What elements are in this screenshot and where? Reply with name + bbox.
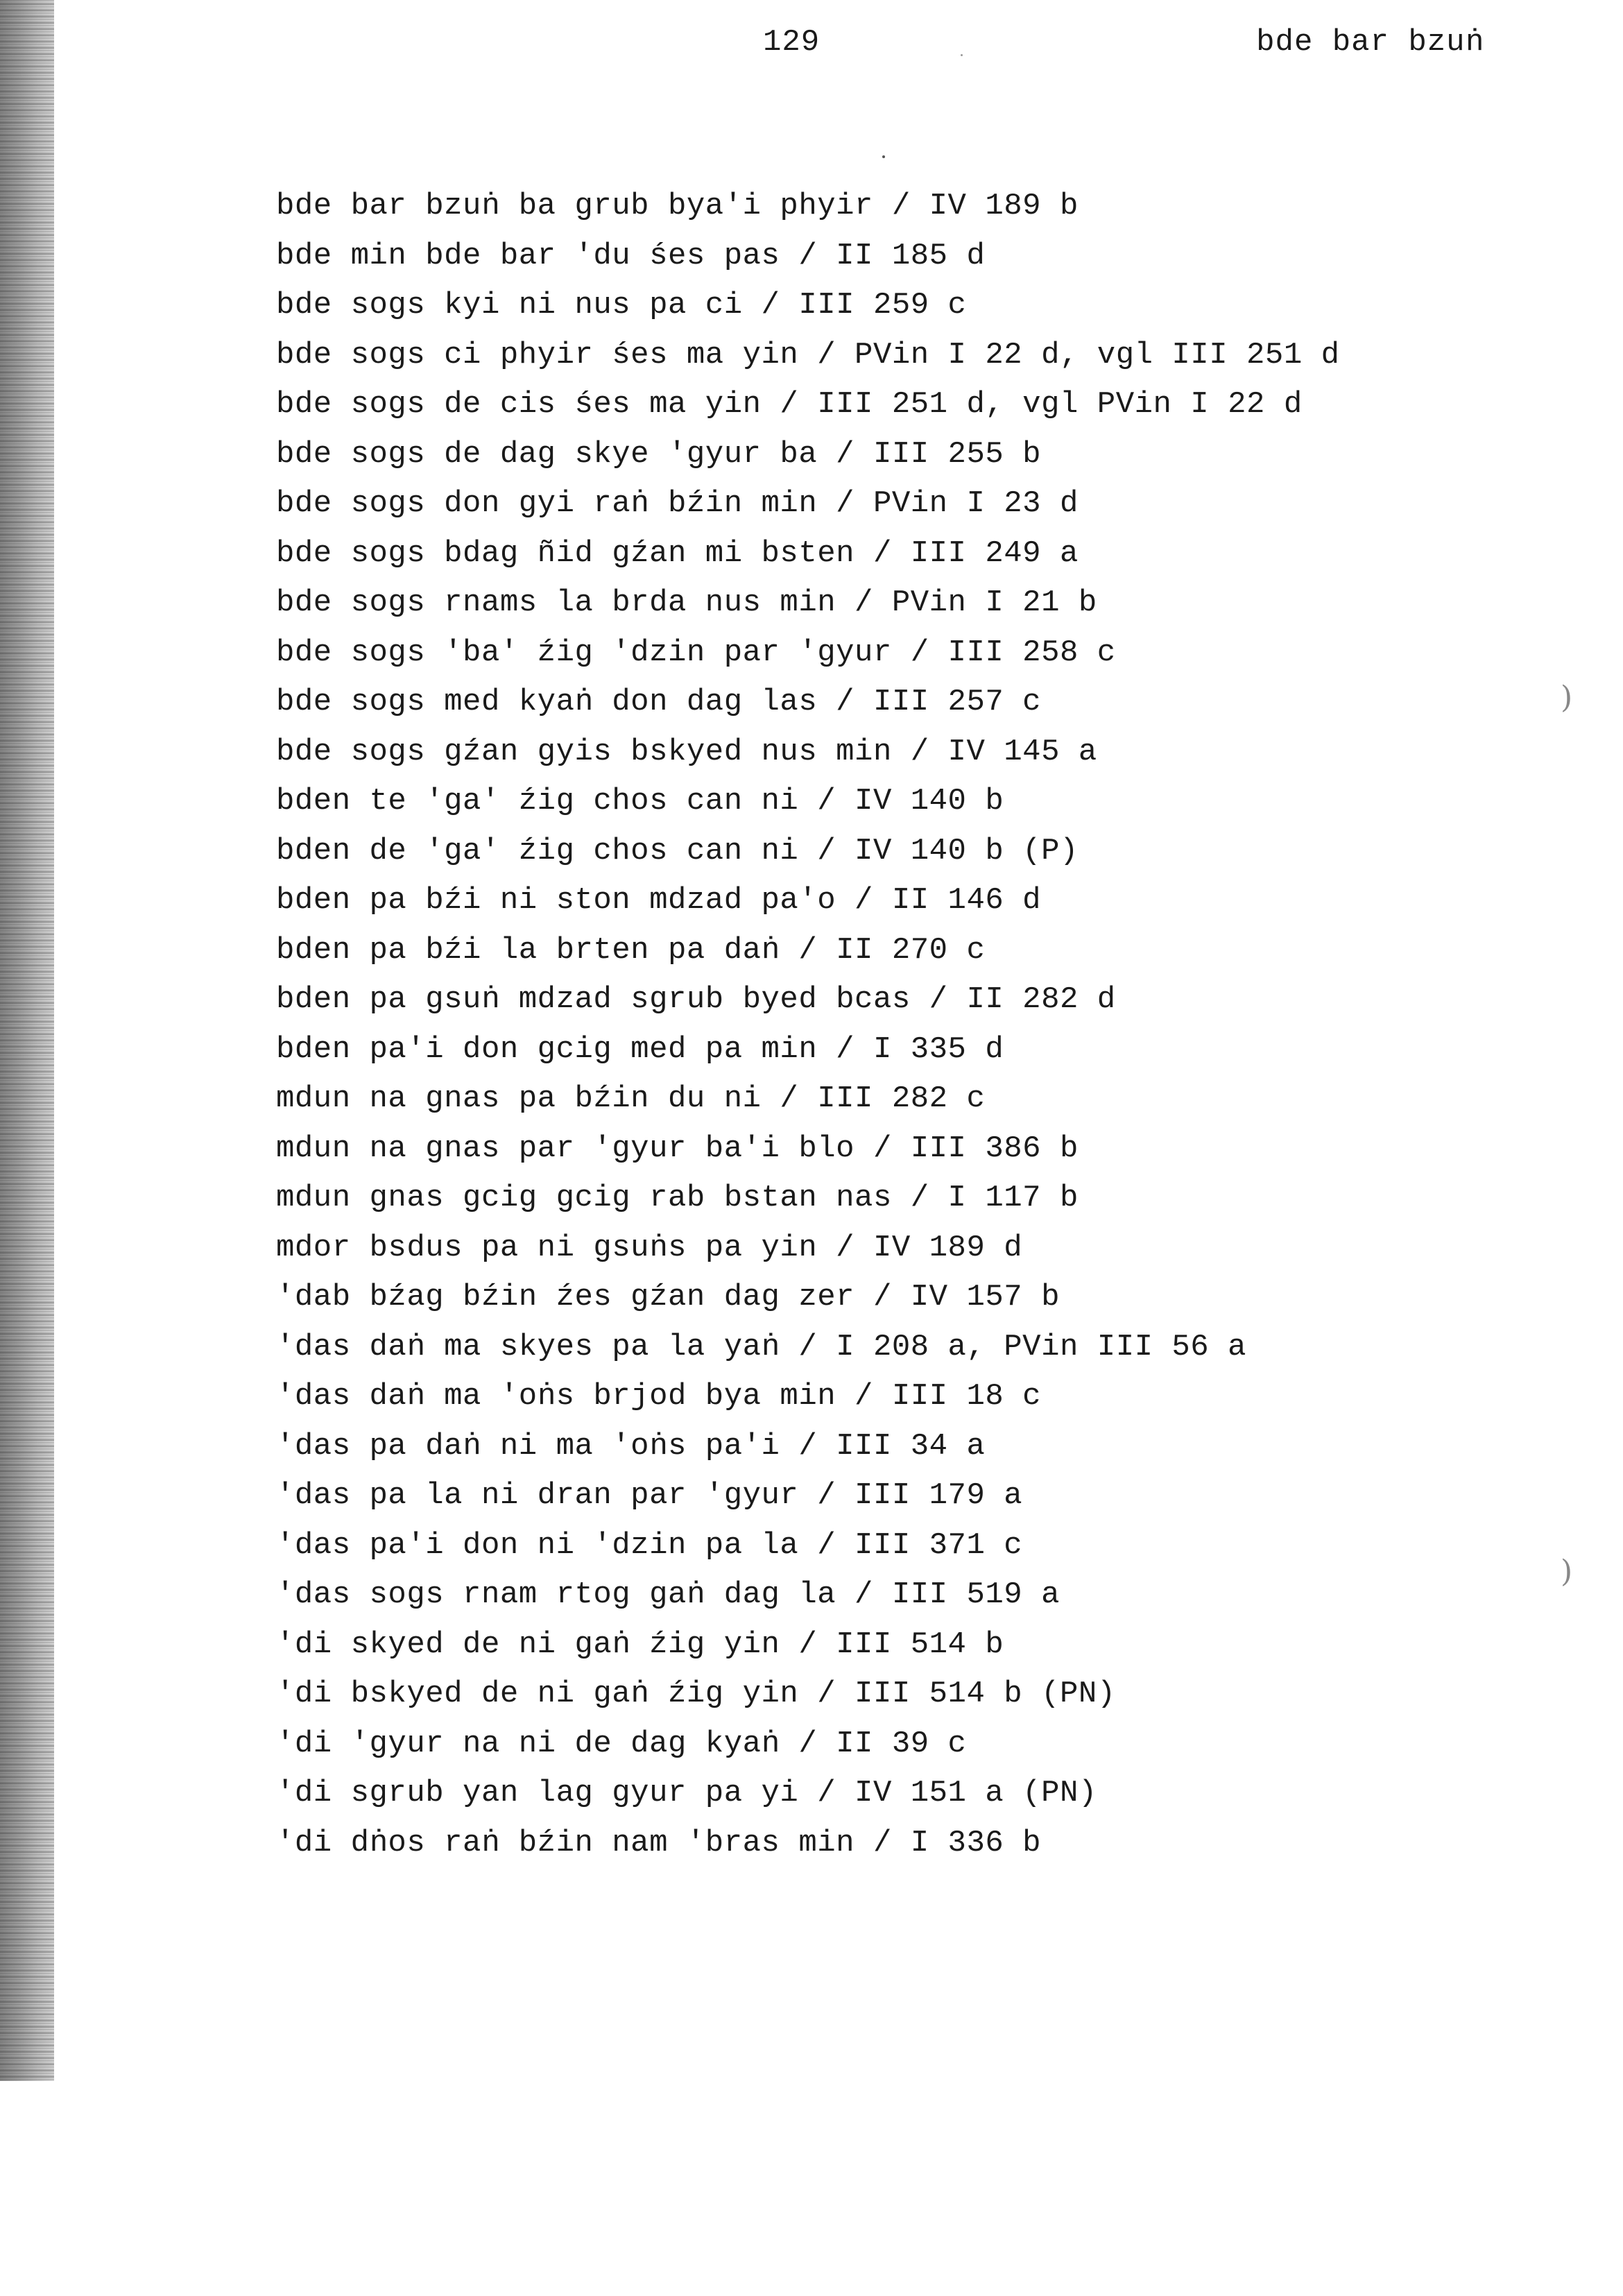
index-entry: bden de 'ga' źig chos can ni / IV 140 b (P) [276,833,1079,868]
index-entry: bde min bde bar 'du śes pas / II 185 d [276,238,986,273]
index-entry: 'das daṅ ma skyes pa la yaṅ / I 208 a, PVin III 56 a [276,1329,1247,1364]
page-number: 129 [763,25,821,60]
index-entry: 'das sogs rnam rtog gaṅ dag la / III 519 a [276,1577,1060,1612]
index-entry: 'di dṅos raṅ bźin nam 'bras min / I 336 b [276,1825,1042,1860]
index-entry: 'das pa'i don ni 'dzin pa la / III 371 c [276,1527,1023,1563]
index-entry: bde sogs de dag skye 'gyur ba / III 255 b [276,436,1042,472]
running-head: bde bar bzuṅ [1256,25,1484,60]
index-entry: 'di 'gyur na ni de dag kyaṅ / II 39 c [276,1726,967,1761]
index-entry: mdun na gnas pa bźin du ni / III 282 c [276,1081,986,1116]
index-entry: bde sogs rnams la brda nus min / PVin I 21 b [276,585,1097,620]
index-entry: mdun na gnas par 'gyur ba'i blo / III 386 b [276,1131,1079,1166]
index-entry: bde bar bzuṅ ba grub bya'i phyir / IV 189 b [276,189,1079,223]
index-entry: 'di skyed de ni gaṅ źig yin / III 514 b [276,1627,1004,1662]
index-entry: bden pa bźi la brten pa daṅ / II 270 c [276,932,986,968]
index-entry: mdun gnas gcig gcig rab bstan nas / I 117 b [276,1181,1079,1215]
index-entry: 'dab bźag bźin źes gźan dag zer / IV 157 b [276,1280,1060,1314]
index-entry: bden pa'i don gcig med pa min / I 335 d [276,1031,1004,1067]
index-entry: bde sogs med kyaṅ don dag las / III 257 c [276,685,1042,719]
scan-speck [882,155,885,158]
margin-bracket-mark: ) [1561,1554,1573,1589]
index-entry: 'das pa la ni dran par 'gyur / III 179 a [276,1478,1023,1513]
verse-index-list [276,182,1568,1868]
index-entry: bde sogs don gyi raṅ bźin min / PVin I 23 d [276,486,1079,521]
index-entry: bde sogs de cis śes ma yin / III 251 d, vgl PVin I 22 d [276,387,1303,422]
index-entry: bden te 'ga' źig chos can ni / IV 140 b [276,784,1004,819]
index-entry: bden pa gsuṅ mdzad sgrub byed bcas / II 282 d [276,982,1116,1017]
index-entry: bde sogs kyi ni nus pa ci / III 259 c [276,288,967,323]
margin-bracket-mark: ) [1561,680,1573,715]
index-entry: 'di bskyed de ni gaṅ źig yin / III 514 b (PN) [276,1677,1116,1711]
index-entry: mdor bsdus pa ni gsuṅs pa yin / IV 189 d [276,1230,1023,1265]
index-entry: bde sogs ci phyir śes ma yin / PVin I 22 d, vgl III 251 d [276,337,1340,372]
index-entry: bde sogs bdag ñid gźan mi bsten / III 249 a [276,536,1079,571]
index-entry: bde sogs gźan gyis bskyed nus min / IV 145 a [276,734,1097,769]
index-entry: bde sogs 'ba' źig 'dzin par 'gyur / III 258 c [276,635,1116,670]
index-entry: bden pa bźi ni ston mdzad pa'o / II 146 d [276,883,1042,918]
index-entry: 'das pa daṅ ni ma 'oṅs pa'i / III 34 a [276,1428,986,1464]
index-entry: 'di sgrub yan lag gyur pa yi / IV 151 a (PN) [276,1776,1097,1810]
scan-speck [961,54,963,56]
binding-edge-shadow [0,0,54,2081]
index-entry: 'das daṅ ma 'oṅs brjod bya min / III 18 c [276,1379,1042,1414]
